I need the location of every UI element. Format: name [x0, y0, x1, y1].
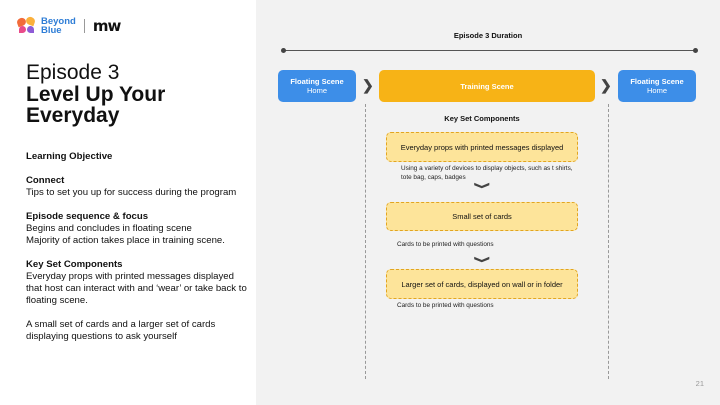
scene-floating-end: Floating Scene Home	[618, 70, 696, 102]
component-card-props: Everyday props with printed messages displayed	[386, 132, 578, 162]
chevron-down-icon: ❯	[474, 181, 491, 190]
episode-details	[26, 151, 248, 343]
logo-group	[16, 15, 120, 37]
section-heading: Learning Objective	[26, 151, 113, 162]
component-note: Cards to be printed with questions	[397, 241, 494, 248]
scene-boundary-line	[365, 104, 366, 379]
duration-label: Episode 3 Duration	[453, 31, 523, 40]
brand-name: Beyond Blue	[41, 16, 76, 36]
component-note: Cards to be printed with questions	[397, 302, 494, 309]
diagram-panel	[256, 0, 720, 405]
partner-logo: mw	[92, 17, 121, 35]
section-text: Majority of action takes place in training scene.	[26, 235, 225, 246]
section-heading: Episode sequence & focus	[26, 211, 149, 222]
section-text: Begins and concludes in floating scene	[26, 223, 192, 234]
scene-boundary-line	[608, 104, 609, 379]
scene-training: Training Scene	[379, 70, 595, 102]
key-set-title: Key Set Components	[444, 114, 520, 123]
scene-floating-start: Floating Scene Home	[278, 70, 356, 102]
episode-label: Episode 3	[26, 61, 120, 84]
duration-start-dot	[281, 48, 286, 53]
left-panel	[0, 0, 256, 405]
section-text: Tips to set you up for success during the program	[26, 187, 237, 198]
butterfly-logo-icon	[16, 15, 38, 37]
arrow-right-icon: ❯	[362, 77, 374, 93]
component-note: Using a variety of devices to display objects, such as t shirts, tote bag, caps, badges	[401, 165, 573, 181]
duration-line	[283, 50, 695, 51]
page-number: 21	[695, 379, 704, 388]
section-text: A small set of cards and a larger set of cards displaying questions to ask yourself	[26, 319, 216, 342]
component-card-large-cards: Larger set of cards, displayed on wall or in folder	[386, 269, 578, 299]
section-heading: Key Set Components	[26, 259, 123, 270]
component-card-small-cards: Small set of cards	[386, 202, 578, 231]
chevron-down-icon: ❯	[474, 255, 491, 264]
episode-title: Level Up Your Everyday	[26, 83, 166, 127]
duration-end-dot	[693, 48, 698, 53]
section-text: Everyday props with printed messages displayed that host can interact with and ‘wear’ or take back to floating scene.	[26, 271, 247, 306]
logo-divider	[84, 19, 85, 33]
arrow-right-icon: ❯	[600, 77, 612, 93]
section-heading: Connect	[26, 175, 65, 186]
